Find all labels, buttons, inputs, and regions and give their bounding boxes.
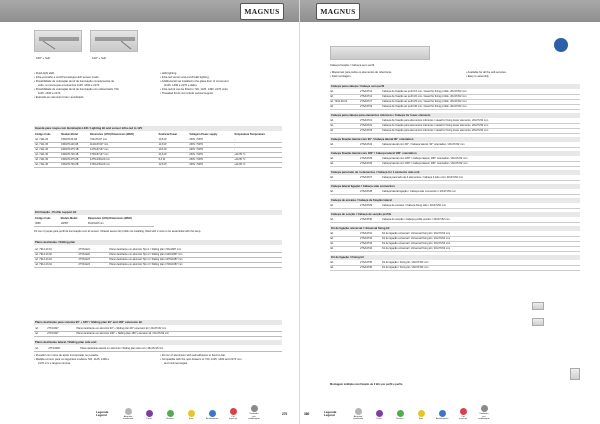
product-thumbnail [532,302,544,310]
description-cell: Kit de ligação universal / Universal fixing kit / 20x37x52 mm [382,242,451,245]
code-cell: 27SA3714 [360,95,373,98]
ref-cell: ref. [330,90,334,93]
product-photo-1 [34,30,82,52]
right-footer [300,406,600,424]
section-heading: Cabeça de secção / Cabeça de secção profile [330,212,580,217]
table-extension-kit [34,326,282,337]
description-cell: Cabeça de fixação ao perfil 25 mm / Head for fixing profile, 20x37x52 mm [382,100,467,103]
table-row [330,176,580,181]
section-heading: Cabeça de encaixe / Cabeça de fixação lateral [330,198,580,203]
legend-swatch [146,410,153,417]
section-main-heading: Gaveta para roupa com iluminação LED / Lighting kit and sensor infra-red to 12V [34,126,282,131]
ref-cell: ref. [330,143,334,146]
table-side-unit [34,346,282,352]
section-heading: Cabeça para cabeça / Cabeça sem perfil [330,84,580,89]
legend-item: Cor especial [457,408,469,421]
description-cell: Cabeça lateral ligação / Cabeça side connection / 20x37x52 mm [382,190,456,193]
ref-cell: ref. [330,162,334,165]
ref-cell: ref. [330,129,334,132]
kit-table: Código Code Modelo Model Dimensões (LPH) Dimensions (WHD) 3058 14PBT 35x15x18 mm [34,216,154,227]
table-row: 3058 14PBT 35x15x18 mm [34,221,154,226]
section-kit-heading: Kit Fixação - Profile support kit [34,210,282,215]
product-thumbnail [570,368,580,380]
section-heading: Cabeça lateral ligação / Cabeça side connection [330,184,580,189]
legend-item: Alumínio anodizado [352,408,364,421]
bullets-en: • Available for all the self-services. • Easy to assembly. [466,71,576,79]
description-cell: Cabeça de fixação ao perfil 16 mm / Head for fixing profile, 20x37x52 mm [382,90,467,93]
page-number: 270 [282,412,288,416]
right-page [300,0,600,424]
ref-cell: ref. [330,247,334,250]
legend-swatch [418,410,425,417]
ref-cell: ref. [330,190,334,193]
description-cell: Cabeça de fixação para elementos inferiores / Head for fixing lower elements, 20x37x52 mm [382,119,489,122]
section-heading: Cabeça para lado de 4 elementos / Cabeça for 4 elements side unit [330,170,580,175]
legend-swatch [460,408,467,415]
table-row: ref. 7914.23.31 27TA4121 Plano deslizante em alumínio Tipo 1 / Sliding plan 720x1687 mm [34,247,282,252]
table-row [330,190,580,195]
code-cell: 27SA3729 [360,204,373,207]
description-cell: Cabeça de secção / Cabeça profile section / 20x37x52 mm [382,218,450,221]
description-cell: Cabeça de fixação ao perfil 20 mm / Head for fixing profile, 20x37x52 mm [382,95,467,98]
code-cell: 27SA3731 [360,232,373,235]
photo-caption-1: 180° + Soft [36,56,50,60]
legend-swatch [355,408,362,415]
section-c-heading: Plano deslizante lateral / Sliding plan side unit [34,340,282,345]
legend-swatch [230,408,237,415]
description-cell: Kit de ligação universal / Universal fixing kit / 20x37x52 mm [382,247,451,250]
ref-cell: ref. [330,124,334,127]
description-cell: Cabeça de fixação para elementos inferiores / Head for fixing lower elements, 20x37x52 mm [382,124,489,127]
code-cell: 27SA3725 [360,157,373,160]
legend-item: Alumínio anodizado [122,408,134,421]
legend-swatch [481,405,488,412]
code-cell: 27SA3721 [360,119,373,122]
code-cell: 27SA3734 [360,247,373,250]
code-cell: 27SA3722 [360,124,373,127]
legend-swatch [188,410,195,417]
table-row [330,247,580,252]
code-cell: 27SA3733 [360,242,373,245]
bullets-pt: • Flush-light LED. • Infra-vermelho e on/off tecnologia LED 'sensor mode. • Possibilidade de colocação de kit de iluminação complementar de vidro, a mosca-que-movimentos 1125, 1490 e 2170. • Possibilidade de colocação de kit de iluminação com alimentador 720, 1125, 1490 e 2170. • Extrusão em alumínio bruto / anodizado. [34,72,149,100]
legend-item: Inox [415,410,427,421]
code-cell: 27SA3728 [360,190,373,193]
photo-caption: Cabeça fixação / Cabeça sem perfil [330,63,375,67]
code-cell: 27SA3724 [360,143,373,146]
table-row [330,162,580,167]
legend-swatch [439,410,446,417]
legend-swatch [125,408,132,415]
legend-title: Legenda Legend [96,409,109,418]
page-number: 380 [304,412,310,416]
table-row: ref. 7111.36 FDD271700.2B 1700x135x23 mm 12,8 W 230V / 50Hz +21/35 °C [34,162,282,167]
ref-cell: ref. [330,95,334,98]
code-cell: 27SA3730 [360,218,373,221]
brand-logo: MAGNUS [240,3,284,20]
code-cell: 27SA3727 [360,176,373,179]
code-cell: 27SA3712 [360,90,373,93]
legend-item: Acabamento [436,410,448,421]
bullets-en: • LED lighting. • Infra-red sensor and on/off LED lighting. • Additional kit set installed in the glass door of movement. (1125, 1490 e 2170 e slide). • Infra-red kit can be fitted to 720, 1125, 1490, 2170 units. • Threaded lid do not include vertical support. [160,72,280,96]
bottom-bullets-en: • 30 mm of aluminium with self-adhesive to fixed to bar. • Compatible with the new drawers to 720, 1125, 1490 and 2170 mm and minimal angles. [160,354,282,366]
photo-caption-2: 120° + Soft [92,56,106,60]
description-cell: Cabeça lateral com 90° / Cabeça lateral, 90° orientation / 20x37x52 mm [382,143,465,146]
legend-swatch [209,410,216,417]
ref-cell: ref. [330,242,334,245]
ref-cell: ref. [330,119,334,122]
section-heading: Cabeça para cabeça para elementos inferiores / Cabeça for lower elements [330,113,580,118]
main-spec-table: Código Code Modelo Model Dimensões (LPH) Dimensions (WHD) Potência Power Voltagem Power supply Temperatura Temperature ref. 7111.26 FDD27120.1B 720x37x67 mm 10,8 W 230V / 50Hz - ref. 7111.36 FDD271120.1B 1120x37x67 mm 14,8 W 230V / 50Hz - ref. 7111.36 FDD271475.1B 1475x37x67 mm 19,6 W 230V / 50Hz - ref. 7111.36 FDD271700.1B 1700x37x67 mm 24,6 W 230V / 50Hz +21/35 °C ref. 7111.36 FDD271475.2B 1475x135x23 mm 8,4 W 230V / 50Hz +21/35 °C ref. 7111.36 FDD271700.2B 1700x135x23 mm 12,8 W 230V / 50Hz +21/35 °C [34,132,282,168]
table-row: ref. 7914.23.32 27TA4122 Plano deslizante em alumínio Tipo 2 / Sliding plan 1120x1687 mm [34,252,282,257]
legend-item: Unidades por embalagem [248,405,260,421]
ref-cell: ref. [330,218,334,221]
table-row: ref. 27TA3327 Plano deslizante em alumínio 90° + Sliding plan 90° extension kit / 20x37x52 mm [34,326,282,331]
description-cell: Kit de ligação / Fixing kit / 20x37x52 mm [382,266,429,269]
description-cell: Cabeça para lado de 4 elementos / Cabeça 4 side unit / 20x37x52 mm [382,176,464,179]
table-row: ref. 7111.36 FDD271120.1B 1120x37x67 mm 14,8 W 230V / 50Hz - [34,142,282,147]
description-cell: Kit de ligação universal / Universal fixing kit / 20x37x52 mm [382,232,451,235]
code-cell: 27SA3736 [360,266,373,269]
table-row: ref. 27TA3327 Plano deslizante em alumínio 180° + Sliding plan 180° extension kit / 20x37x52 mm [34,331,282,336]
section-a-heading: Plano deslizante / Sliding plan [34,240,282,245]
legend-item: Branco [394,410,406,421]
table-row [330,218,580,223]
section-b-heading: Plano deslizante para sistema 90° + 180° / Sliding plan 90° and 180° extension kit [34,320,282,325]
legend-item: Preto [373,410,385,421]
section-heading: Kit de ligação / Fixing kit [330,255,580,260]
code-cell: 27SA3735 [360,261,373,264]
code-cell: 27SA3726 [360,162,373,165]
feature-badge [554,38,568,52]
legend-item: Acabamento [206,410,218,421]
legend-swatch [397,410,404,417]
ref-cell: ref. [330,266,334,269]
code-cell: 27SA3717 [360,100,373,103]
ref-cell: ref. [330,157,334,160]
table-row [330,143,580,148]
brand-logo: MAGNUS [316,3,360,20]
code-cell: 27SA3723 [360,129,373,132]
profile-photo [330,46,430,60]
description-cell: Kit de ligação / Fixing kit / 20x37x52 mm [382,261,429,264]
table-row: ref. 7111.36 FDD271475.2B 1475x135x23 mm 8,4 W 230V / 50Hz +21/35 °C [34,157,282,162]
description-cell: Cabeça lateral com 180° / Cabeça lateral, 180° orientation / 20x37x52 mm [382,162,468,165]
table-row: ref. 7111.36 FDD271700.1B 1700x37x67 mm 24,6 W 230V / 50Hz +21/35 °C [34,152,282,157]
product-photo-2 [90,30,138,52]
table-row [330,204,580,209]
table-row: ref. 7111.26 FDD27120.1B 720x37x67 mm 10,8 W 230V / 50Hz - [34,137,282,142]
ref-cell: ref. [330,204,334,207]
legend-swatch [167,410,174,417]
table-row: ref. 7111.36 FDD271475.1B 1475x37x67 mm 19,6 W 230V / 50Hz - [34,147,282,152]
legend-item: Preto [143,410,155,421]
table-row [330,129,580,134]
ref-cell: ref. [330,261,334,264]
description-cell: Cabeça de fixação ao perfil 30 mm / Head for fixing profile, 20x37x52 mm [382,105,467,108]
table-row [330,105,580,110]
table-row [330,266,580,271]
ref-cell: ref. [330,176,334,179]
ref-cell: ref. [330,105,334,108]
legend-swatch [376,410,383,417]
section-heading: Cabeça fixação lateral com 180° / Cabeça lateral 180° orientation [330,151,580,156]
ref-cell: ref. 7911.36.01 [330,100,348,103]
section-heading: Cabeça fixação lateral com 90° / Cabeça lateral 90° orientation [330,137,580,142]
description-cell: Cabeça de encaixe / Cabeça fixing side / 20x37x52 mm [382,204,447,207]
legend-item: Cor especial [227,408,239,421]
table-row: ref. 7914.23.34 27TA4124 Plano deslizante em alumínio Tipo 4 / Sliding plan 1700x1687 mm [34,262,282,267]
code-cell: 27SA3732 [360,237,373,240]
ref-cell: ref. [330,232,334,235]
section-heading: Kit de ligação universal / Universal fixing kit [330,226,580,231]
bullets-pt: • Disponível para todos os elementos de referência. • Fácil montagem. [330,71,445,79]
product-thumbnail [532,318,544,326]
code-cell: 27SA3719 [360,105,373,108]
kit-note: Kit com 2 peças para perfil de iluminação com kit sensor. Infrared sensor kit profile not installing, fitted with 2 units to be assembled with the lamp. [34,230,202,233]
legend-title: Legenda Legend [324,409,337,418]
legend-item: Branco [164,410,176,421]
table-row: ref. 7914.23.33 27TA4123 Plano deslizante em alumínio Tipo 3 / Sliding plan 1475x1687 mm [34,257,282,262]
ref-cell: ref. [330,237,334,240]
legend-item: Unidades por embalagem [478,405,490,421]
legend-swatch [251,405,258,412]
description-cell: Cabeça de fixação para elementos inferiores / Head for fixing lower elements, 20x37x52 mm [382,129,489,132]
description-cell: Kit de ligação universal / Universal fixing kit / 20x37x52 mm [382,237,451,240]
bottom-bullets-pt: • Puxador com rolos de apoio incorporado no puxador. • Medida comum para os seguintes modelos 720, 1125, 1490 e 2170 mm e largura mínima. [34,354,154,366]
table-sliding-plan [34,247,282,268]
left-footer [0,406,300,424]
final-note: Montagem múltipla com fixação de 2 kits por perfil e perfis. [330,383,404,386]
table-row: ref. 27TA3328 Plano deslizante lateral em alumínio / Sliding plan side unit / 35x15x18 mm [34,346,282,351]
description-cell: Cabeça lateral com 180° / Cabeça lateral, 180° orientation / 20x37x52 mm [382,157,468,160]
legend-item: Inox [185,410,197,421]
